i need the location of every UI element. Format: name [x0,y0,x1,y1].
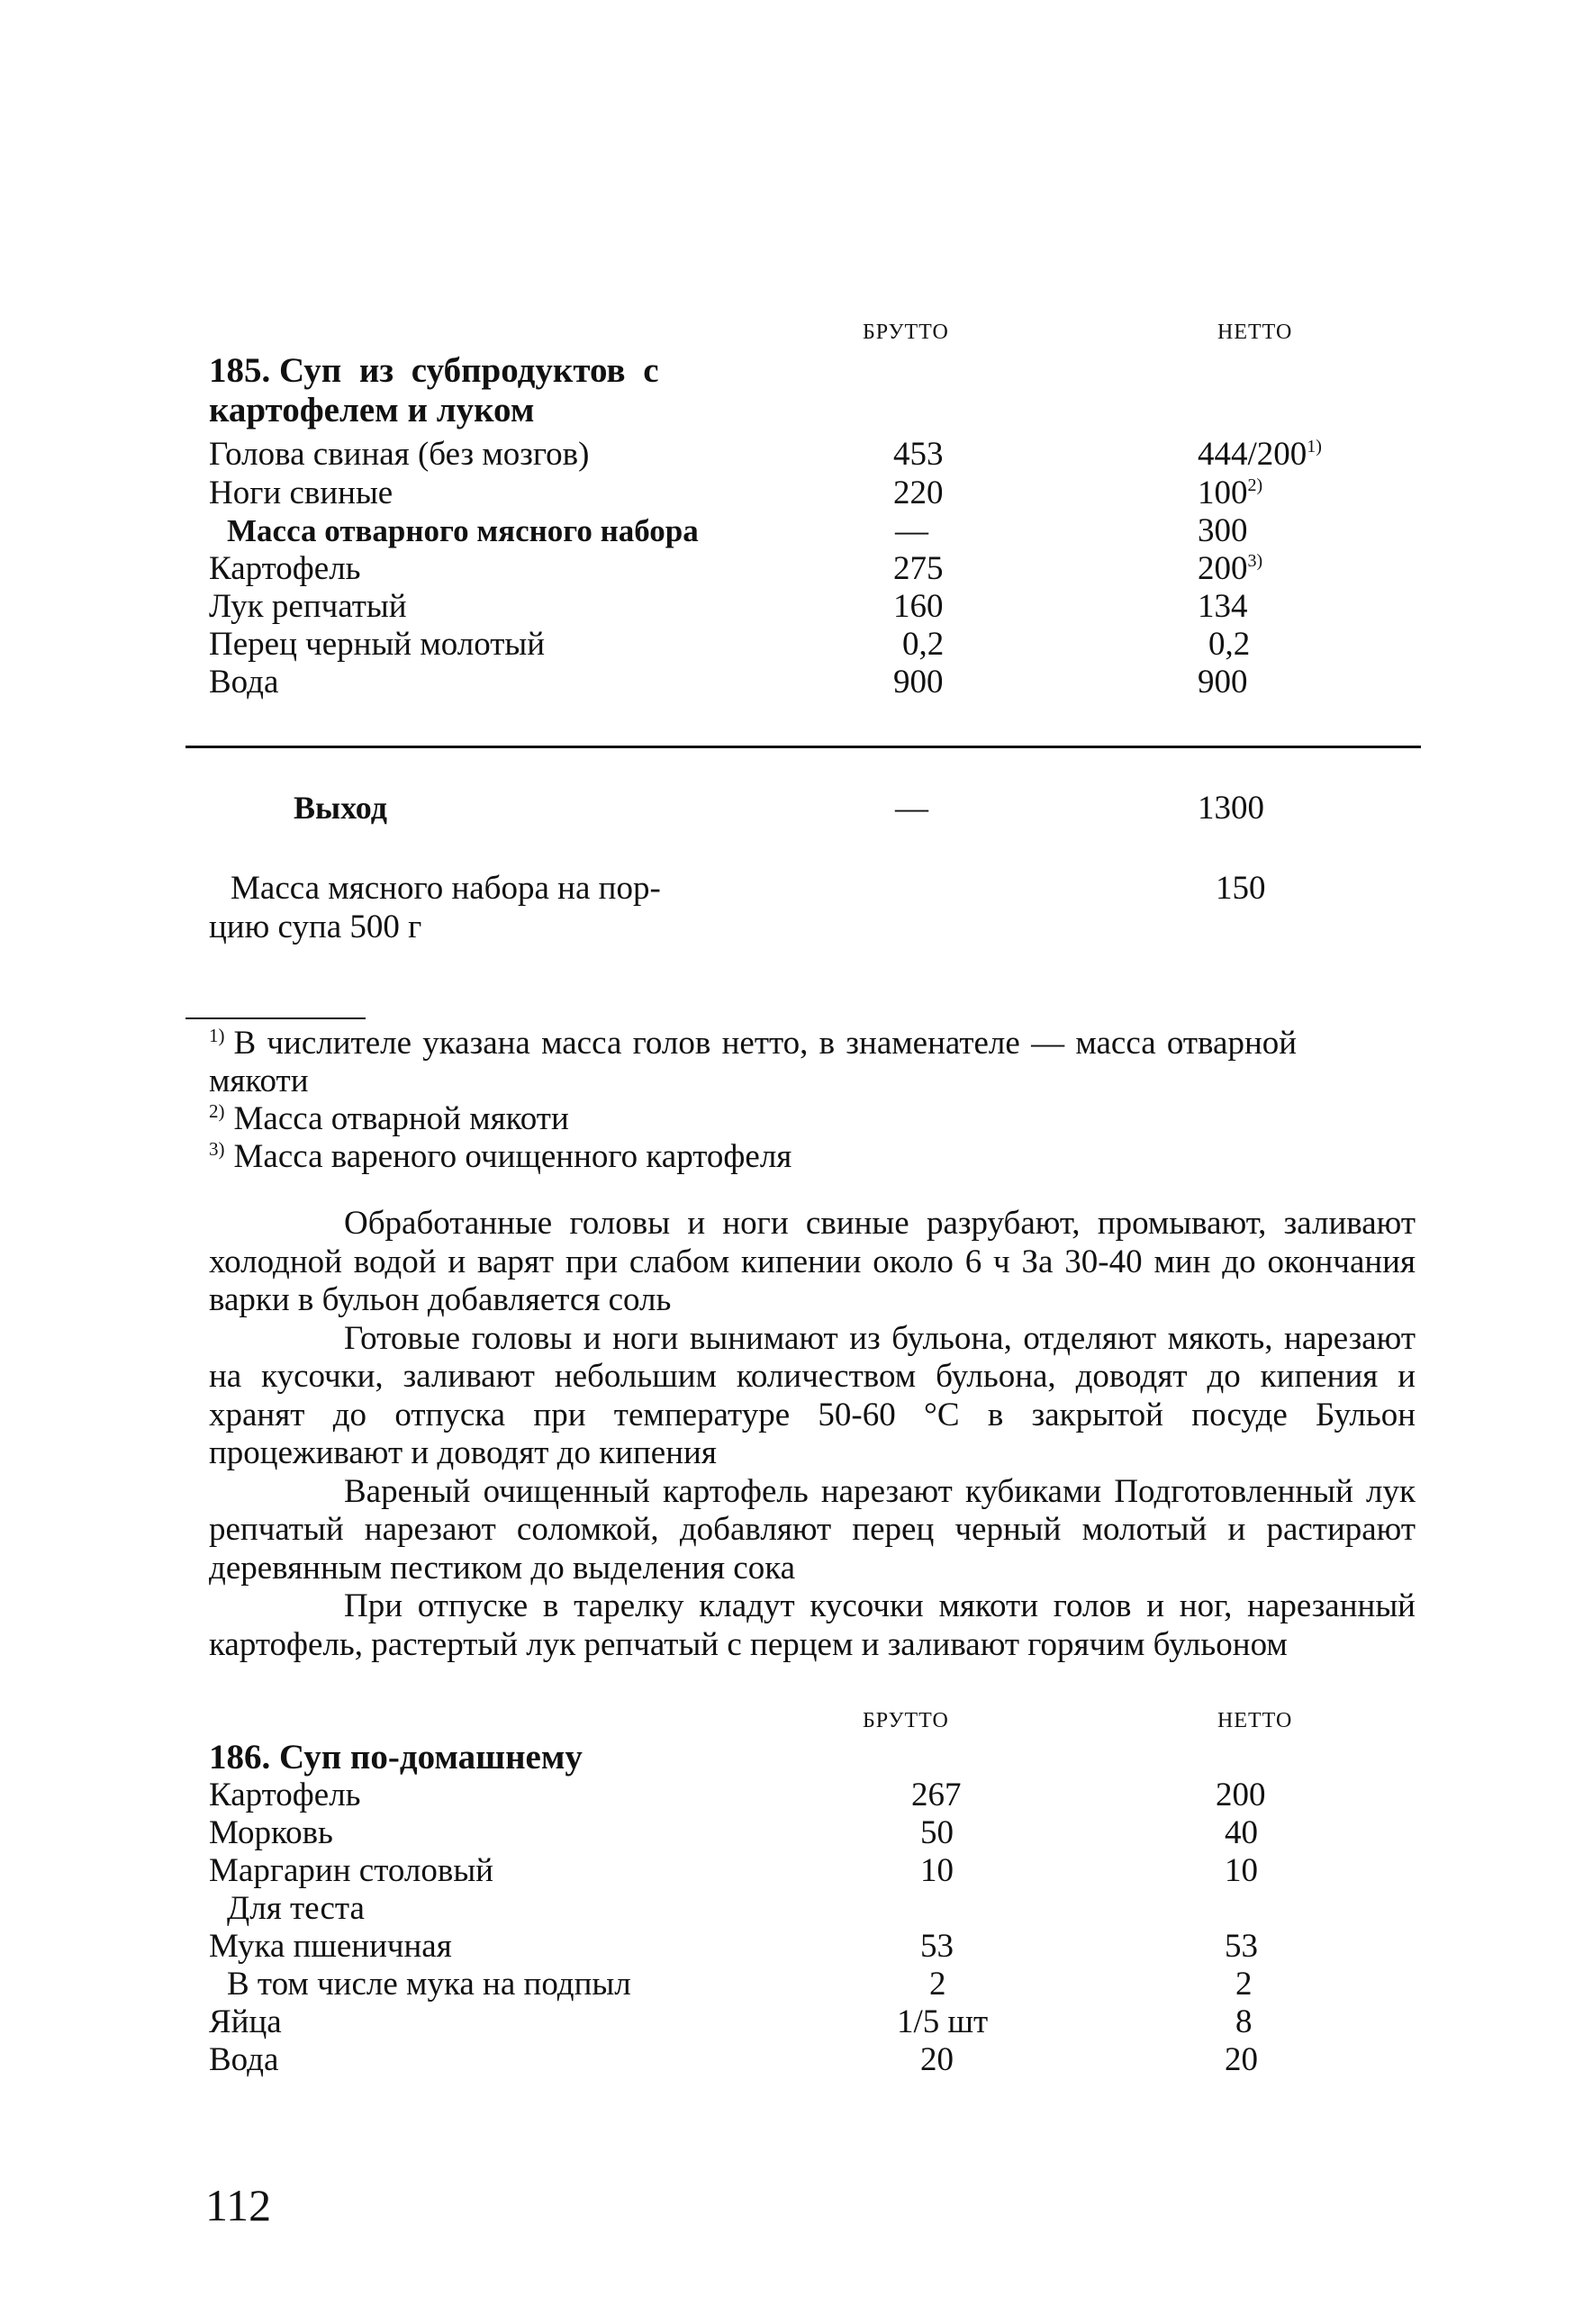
meat-mass-label-line2: цию супа 500 г [209,909,422,945]
netto-number: 100 [1198,475,1248,511]
footnote-ref: 3) [1247,551,1263,571]
ingredient-name: Маргарин столовый [209,1852,493,1889]
footnote-1-cont: мякоти [209,1063,309,1099]
footnote-mark: 1) [209,1025,225,1046]
netto-number: 444/200 [1198,436,1307,473]
brutto-value: 2 [929,1966,946,2003]
netto-value: 20 [1225,2041,1258,2078]
brutto-value: 453 [893,436,944,473]
column-header-brutto: БРУТТО [863,1709,949,1732]
recipe-number: 185. [209,351,271,390]
brutto-value: 267 [911,1777,962,1813]
meat-mass-netto: 150 [1216,870,1266,907]
footnote-text: В числителе указана масса голов нетто, в знаменателе — масса отварной [233,1025,1298,1062]
ingredient-name-bold: Масса отварного мясного набора [227,513,699,548]
brutto-value: 0,2 [902,626,945,663]
ingredient-subheading: Для теста [227,1890,365,1927]
brutto-value: 53 [920,1928,954,1965]
netto-value: 0,2 [1208,626,1251,663]
page-number: 112 [205,2180,272,2230]
brutto-value: 160 [893,588,944,625]
brutto-value: 1/5 шт [897,2003,989,2040]
column-header-brutto: БРУТТО [863,321,949,344]
netto-value [1198,549,1262,588]
netto-value: 300 [1198,512,1248,549]
ingredient-name: Мука пшеничная [209,1928,452,1965]
ingredient-name: Вода [209,664,279,701]
method-text [209,1205,1416,1664]
netto-value: 134 [1198,588,1248,625]
netto-number: 200 [1198,550,1248,587]
column-header-netto: НЕТТО [1217,321,1293,344]
yield-label: Выход [294,790,387,826]
brutto-value: 275 [893,550,944,587]
netto-value: 900 [1198,664,1248,701]
recipe-title-line2: картофелем и луком [209,391,535,430]
netto-value: 40 [1225,1814,1258,1851]
method-paragraph: Обработанные головы и ноги свиные разрубают, промывают, заливают холодной водой и варят при слабом кипении около 6 ч За 30-40 мин до окончания варки в бульон добавляется соль [209,1205,1416,1318]
footnote-text: Масса вареного очищенного картофеля [233,1138,792,1175]
ingredient-name: Голова свиная (без мозгов) [209,436,590,473]
method-paragraph: При отпуске в тарелку кладут кусочки мякоти голов и ног, нарезанный картофель, растертый лук репчатый с перцем и заливают горячим бульоном [209,1587,1416,1663]
brutto-value: 20 [920,2041,954,2078]
recipe-title-line1: Суп из субпродуктов с [279,351,659,390]
method-paragraph: Готовые головы и ноги вынимают из бульона, отделяют мякоть, нарезают на кусочки, заливают небольшим количеством бульона, доводят до кипения и хранят до отпуска при температуре 50-60 °С в закрытой посуде Бульон процеживают и доводят до кипения [209,1319,1416,1471]
ingredient-name: В том числе мука на подпыл [227,1966,631,2003]
ingredient-name: Лук репчатый [209,588,407,625]
footnote-text: Масса отварной мякоти [233,1100,569,1137]
column-header-netto: НЕТТО [1217,1709,1293,1732]
meat-mass-label-line1: Масса мясного набора на пор- [231,870,661,907]
brutto-value: 900 [893,664,944,701]
brutto-value: 10 [920,1852,954,1889]
ingredient-name: Перец черный молотый [209,626,546,663]
netto-value: 2 [1235,1966,1253,2003]
recipe-title: 186. Суп по-домашнему [209,1738,583,1777]
footnote-mark: 3) [209,1138,225,1160]
footnote-ref: 1) [1307,437,1322,457]
footnote-ref: 2) [1247,475,1263,495]
ingredient-name: Картофель [209,1777,361,1813]
footnote-3 [209,1138,792,1176]
brutto-value: 50 [920,1814,954,1851]
netto-value: 10 [1225,1852,1258,1889]
netto-value: 200 [1216,1777,1266,1813]
brutto-value: — [895,512,928,549]
footnote-2 [209,1100,569,1138]
recipe-title [209,351,659,390]
ingredient-name: Ноги свиные [209,475,393,511]
netto-value: 8 [1235,2003,1253,2040]
brutto-value: 220 [893,475,944,511]
netto-value [1198,474,1262,512]
table-divider [185,746,1421,748]
yield-netto: 1300 [1198,790,1264,827]
netto-value [1198,435,1322,474]
footnote-mark: 2) [209,1100,225,1122]
footnote-1 [209,1025,1297,1063]
netto-value: 53 [1225,1928,1258,1965]
yield-brutto: — [895,790,928,827]
ingredient-name: Яйца [209,2003,282,2040]
ingredient-name: Картофель [209,550,361,587]
method-paragraph: Вареный очищенный картофель нарезают кубиками Подготовленный лук репчатый нарезают соломкой, добавляют перец черный молотый и растирают деревянным пестиком до выделения сока [209,1472,1416,1587]
ingredient-name: Вода [209,2041,279,2078]
footnote-separator [185,1017,366,1019]
ingredient-name: Морковь [209,1814,333,1851]
